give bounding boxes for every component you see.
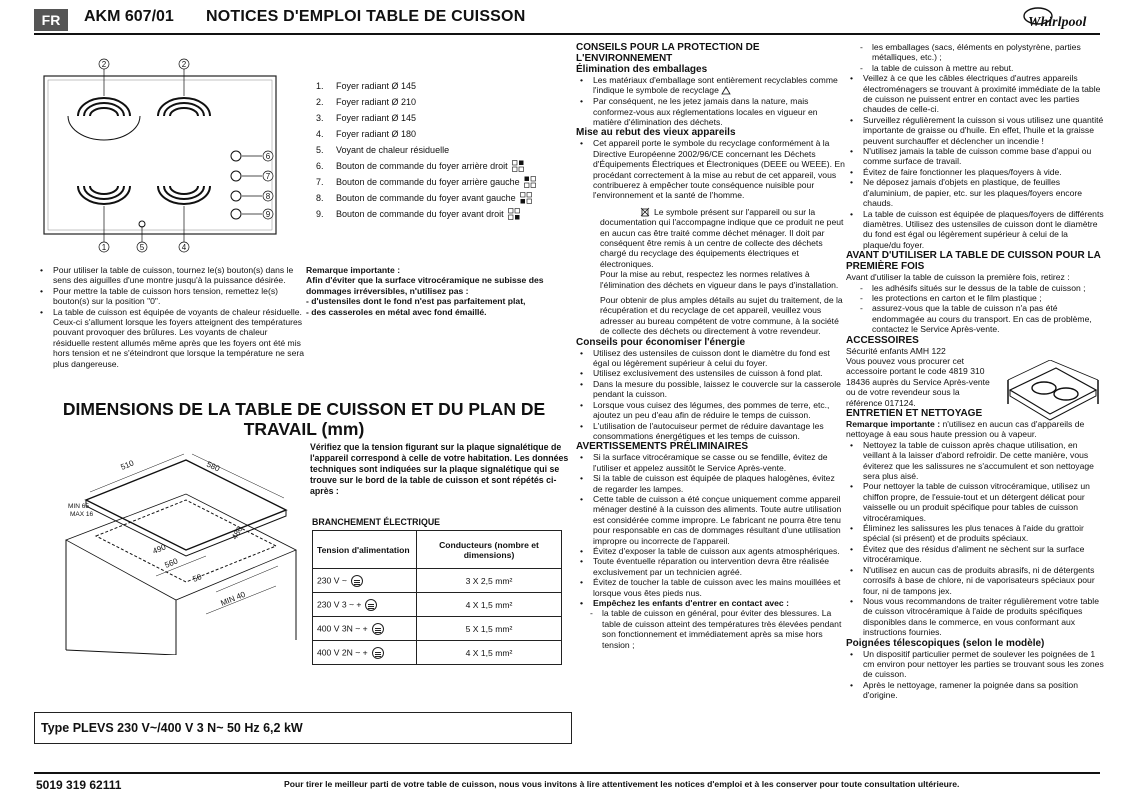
important-remark: Remarque importante : Afin d'éviter que la surface vitrocéramique ne subisse des dommages irréversibles, n'utilisez pas : - d'ustensiles dont le fond n'est pas parfaitement plat, - des casseroles en métal avec fond émaillé. (306, 265, 544, 317)
dimensions-title: DIMENSIONS DE LA TABLE DE CUISSON ET DU PLAN DE TRAVAIL (mm) (62, 399, 546, 439)
dim-min65: MIN 65 (68, 503, 89, 510)
earth-icon (372, 647, 384, 659)
list-item: • Nettoyez la table de cuisson après chaque utilisation, en veillant à la laisser d'abord refroidir. De cette manière, vous éviterez que les salissures ne s'accumulent et son nettoyage sera plus aisé. (846, 440, 1104, 482)
electrical-table (312, 530, 562, 665)
callout-6: 6 (265, 152, 271, 161)
list-item: • Évitez de toucher la table de cuisson avec les mains mouillées et lorsque vous êtes pieds nus. (576, 577, 846, 598)
legend-item: 7. Bouton de commande du foyer arrière gauche (316, 174, 571, 190)
table-row: 230 V ~ 3 X 2,5 mm² (313, 569, 562, 593)
list-item: • Veillez à ce que les câbles électriques d'autres appareils électroménagers se trouvant à proximité immédiate de la table de cuisson ne puissent entrer en contact avec les parties chaudes de celle-ci. (846, 73, 1104, 115)
dim-510: 510 (119, 458, 136, 472)
type-rating-box: Type PLEVS 230 V~/400 V 3 N~ 50 Hz 6,2 kW (34, 712, 572, 744)
list-item: - la table de cuisson à mettre au rebut. (846, 63, 1104, 73)
list-item: • La table de cuisson est équipée de plaques/foyers de différents diamètres. Utilisez des ustensiles de cuisson dont le diamètre du fond est égal ou légèrement supérieur à celui de la plaque/du foyer. (846, 209, 1104, 251)
callout-9: 9 (265, 210, 271, 219)
list-item: • Lorsque vous cuisez des légumes, des pommes de terre, etc., ajoutez un peu d'eau afin de réduire le temps de cuisson. (576, 400, 846, 421)
dimensions-drawing (56, 440, 300, 655)
callout-1: 1 (101, 243, 107, 252)
list-item: - les protections en carton et le film plastique ; (846, 293, 1104, 303)
legend-item: 2. Foyer radiant Ø 210 (316, 97, 417, 107)
callout-8: 8 (265, 192, 271, 201)
brand-logo (1020, 4, 1102, 32)
dim-max16: MAX 16 (70, 511, 94, 518)
footer-note: Pour tirer le meilleur parti de votre table de cuisson, nous vous invitons à lire attentivement les notices d'emploi et à les conserver pour toute consultation ultérieure. (284, 779, 960, 789)
old-appliance-title: Mise au rebut des vieux appareils (576, 127, 736, 139)
dim-580: 580 (205, 459, 222, 474)
packaging-title: Élimination des emballages (576, 64, 708, 75)
table-row: 230 V 3 ~ + 4 X 1,5 mm² (313, 593, 562, 617)
list-item: • Pour nettoyer la table de cuisson vitrocéramique, utilisez un chiffon propre, de l'essuie-tout et un détergent délicat pour vaisselle ou un produit spécifique pour tables de cuisson vitrocéramiques. (846, 481, 1104, 523)
callout-7: 7 (265, 172, 271, 181)
list-item: • Cette table de cuisson a été conçue uniquement comme appareil ménager destiné à la cuisson des aliments. Toute autre utilisation est considérée comme impropre. Le fabricant ne pourra être tenu pour responsable en cas de dommages résultant d'une utilisation impropre ou incorrecte de l'appareil. (576, 494, 846, 546)
legend-item: 8. Bouton de commande du foyer avant gauche (316, 190, 571, 206)
legend-item: 5. Voyant de chaleur résiduelle (316, 145, 450, 155)
document-code: 5019 319 62111 (36, 778, 122, 792)
brand-name: Whirlpool (1028, 15, 1087, 30)
list-item: • Après le nettoyage, ramener la poignée dans sa position d'origine. (846, 680, 1104, 701)
column-environment-warnings (576, 42, 846, 650)
legend-item: 6. Bouton de commande du foyer arrière droit (316, 158, 571, 174)
child-safety-accessory-drawing (1004, 360, 1100, 430)
list-item: • La table de cuisson est équipée de voyants de chaleur résiduelle. Ceux-ci s'allument lorsque les foyers atteignent des températures pouvant provoquer des brûlures. Les voyants de chaleur résiduelle restent allumés même après que les foyers ont été mis hors tension et ne s'éteindront que lorsque la température ne sera plus dangereuse. (36, 307, 304, 369)
list-item: • Pour utiliser la table de cuisson, tournez le(s) bouton(s) dans le sens des aiguilles d'une montre jusqu'à la puissance désirée. (36, 265, 304, 286)
list-item: • Éliminez les salissures les plus tenaces à l'aide du grattoir spécial (si présent) et de produits spéciaux. (846, 523, 1104, 544)
list-item: • Empêchez les enfants d'entrer en contact avec : (576, 598, 846, 608)
callout-4: 4 (181, 243, 187, 252)
hob-diagram (40, 56, 302, 256)
table-header: Tension d'alimentation Conducteurs (nombre et dimensions) (313, 531, 562, 569)
list-item: • Pour mettre la table de cuisson hors tension, remettez le(s) bouton(s) sur la position "0". (36, 286, 304, 307)
list-item: • Dans la mesure du possible, laissez le couvercle sur la casserole pendant la cuisson. (576, 379, 846, 400)
dim-480: 480 (229, 524, 245, 541)
earth-icon (365, 599, 377, 611)
list-item: • Cet appareil porte le symbole du recyclage conformément à la Directive Européenne 2002/96/CE concernant les Déchets d'Équipements Électriques et Électroniques (DEEE ou WEEE). En procédant correctement à la mise au rebut de cet appareil, vous contribuerez à empêcher toute conséquence nuisible pour l'environnement et la santé de l'homme. (576, 138, 846, 200)
dim-min40: MIN 40 (219, 589, 247, 608)
language-badge: FR (34, 9, 68, 31)
list-item: • Si la table de cuisson est équipée de plaques halogènes, évitez de regarder les lampes. (576, 473, 846, 494)
diagram-legend (316, 78, 571, 222)
footer-rule (34, 772, 1100, 774)
table-row: 400 V 2N ~ + 4 X 1,5 mm² (313, 641, 562, 665)
list-item: • Évitez d'exposer la table de cuisson aux agents atmosphériques. (576, 546, 846, 556)
dim-50: 50 (191, 572, 204, 584)
zone-front-left-icon (520, 192, 532, 204)
list-item: • Un dispositif particulier permet de soulever les poignées de 1 cm environ pour nettoyer les parties se trouvant sous les zones de cuisson. (846, 649, 1104, 680)
usage-instructions (36, 265, 304, 369)
accessories-title: ACCESSOIRES (846, 334, 919, 346)
list-item: • Si la surface vitrocéramique se casse ou se fendille, évitez de l'utiliser et appelez aussitôt le Service Après-vente. (576, 452, 846, 473)
header-rule (34, 33, 1100, 35)
list-item: - les adhésifs situés sur le dessus de la table de cuisson ; (846, 283, 1104, 293)
accessories-text: Sécurité enfants AMH 122 Vous pouvez vous procurer cet accessoire portant le code 4819 310 18436 auprès du Service Après-vente ou de votre revendeur sous la référence 017124. (846, 345, 990, 408)
recycling-icon (721, 86, 731, 96)
column-usage-maintenance: - les emballages (sacs, éléments en polystyrène, parties métalliques, etc.) ; - la table de cuisson à mettre au rebut. • Veillez à ce que les câbles électriques d'autres appareils électroménagers se trouvant à proximité immédiate de la table de cuisson ne puissent entrer en contact avec les parties chaudes de celle-ci. • Surveillez régulièrement la cuisson si vous utilisez une quantité importante de graisse ou d'huile. En effet, l'huile et la graisse peuvent surchauffer et déclencher un incendie ! • N'utilisez jamais la table de cuisson comme base d'appui ou comme surface de travail. • Évitez de faire fonctionner les plaques/foyers à vide. • Ne déposez jamais d'objets en plastique, de feuilles d'aluminium, de papier, etc. sur les plaques/foyers encore chauds. • La table de cuisson est équipée de plaques/foyers de différents diamètres. Utilisez des ustensiles de cuisson dont le diamètre du fond est égal ou légèrement supérieur à celui de la plaque/du foyer. AVANT D'UTILISER LA TABLE DE CUISSON POUR LA PREMIÈRE FOIS Avant d'utiliser la table de cuisson la première fois, retirez : - les adhésifs situés sur le dessus de la table de cuisson ; - les protections en carton et le film plastique ; - assurez-vous que la table de cuisson n'a pas été endommagée au cours du transport. En cas de problème, contactez le Service Après-vente. ACCESSOIRES Sécurité enfants AMH 122 Vous pouvez vous procurer cet accessoire portant le code 4819 310 18436 auprès du Service Après-vente ou de votre revendeur sous la référence 017124. ENTRETIEN ET NETTOYAGE Remarque importante : n'utilisez en aucun cas d'appareils de nettoyage à eau sous haute pression ou à vapeur. • Nettoyez la table de cuisson après chaque utilisation, en veillant à la laisser d'abord refroidir. De cette manière, vous éviterez que les salissures ne s'accumulent et son nettoyage sera plus aisé. • Pour nettoyer la table de cuisson vitrocéramique, utilisez un chiffon propre, de l'essuie-tout et un détergent délicat pour vaisselle ou un produit spécifique pour tables de cuisson vitrocéramiques. • Éliminez les salissures les plus tenaces à l'aide du grattoir spécial (si présent) et de produits spéciaux. • Évitez que des résidus d'aliment ne sèchent sur la surface vitrocéramique. • N'utilisez en aucun cas de produits abrasifs, ni de détergents corrosifs à base de chlore, ni de vaporisateurs spéciaux pour four, ni de tampons jex. • Nous vous recommandons de traiter régulièrement votre table de cuisson vitrocéramique à l'aide de produits spécifiques disponibles dans le commerce, en vous conformant aux instructions fournies. Poignées télescopiques (selon le modèle) • Un dispositif particulier permet de soulever les poignées de 1 cm environ pour nettoyer les parties se trouvant sous les zones de cuisson. • Après le nettoyage, ramener la poignée dans sa position d'origine. (846, 42, 1104, 701)
earth-icon (351, 575, 363, 587)
dim-490: 490 (151, 542, 168, 556)
zone-rear-right-icon (512, 160, 524, 172)
model-number: AKM 607/01 (84, 8, 174, 25)
weee-paragraph: Le symbole présent sur l'appareil ou sur la documentation qui l'accompagne indique que ce produit ne peut en aucun cas être traité comme déchet ménager. Il doit par conséquent être remis à un centre de collecte des déchets chargé du recyclage des équipements électriques et électroniques. Pour la mise au rebut, respectez les normes relatives à l'élimination des déchets en vigueur dans le pays d'installation. Pour obtenir de plus amples détails au sujet du traitement, de la récupération et du recyclage de cet appareil, veuillez vous adresser au bureau compétent de votre commune, à la société de collecte des déchets ou directement à votre revendeur. (600, 206, 844, 337)
list-item: • Toute éventuelle réparation ou intervention devra être réalisée exclusivement par un technicien agréé. (576, 556, 846, 577)
zone-front-right-icon (508, 208, 520, 220)
list-item: • Par conséquent, ne les jetez jamais dans la nature, mais conformez-vous aux réglementations locales en vigueur en matière d'élimination des déchets. (576, 96, 846, 127)
first-use-title: AVANT D'UTILISER LA TABLE DE CUISSON POUR LA PREMIÈRE FOIS (846, 250, 1101, 273)
legend-item: 3. Foyer radiant Ø 145 (316, 113, 417, 123)
list-item: • N'utilisez jamais la table de cuisson comme base d'appui ou comme surface de travail. (846, 146, 1104, 167)
list-item: • Surveillez régulièrement la cuisson si vous utilisez une quantité importante de graisse ou d'huile. En effet, l'huile et la graisse peuvent surchauffer et déclencher un incendie ! (846, 115, 1104, 146)
list-item: • Ne déposez jamais d'objets en plastique, de feuilles d'aluminium, de papier, etc. sur les plaques/foyers encore chauds. (846, 177, 1104, 208)
crossed-bin-icon (640, 207, 650, 217)
legend-item: 4. Foyer radiant Ø 180 (316, 129, 417, 139)
callout-2a: 2 (101, 60, 107, 69)
callout-5: 5 (139, 243, 145, 252)
list-item: • Nous vous recommandons de traiter régulièrement votre table de cuisson vitrocéramique à l'aide de produits spécifiques disponibles dans le commerce, en vous conformant aux instructions fournies. (846, 596, 1104, 638)
list-item: • Évitez que des résidus d'aliment ne sèchent sur la surface vitrocéramique. (846, 544, 1104, 565)
zone-rear-left-icon (524, 176, 536, 188)
maintenance-title: ENTRETIEN ET NETTOYAGE (846, 408, 983, 419)
list-item: - la table de cuisson en général, pour éviter des blessures. La table de cuisson atteint des températures très élevées pendant son fonctionnement et immédiatement après sa mise hors tension ; (576, 608, 846, 650)
energy-title: Conseils pour économiser l'énergie (576, 336, 746, 348)
legend-item: 1. Foyer radiant Ø 145 (316, 81, 417, 91)
handles-title: Poignées télescopiques (selon le modèle) (846, 637, 1045, 649)
warnings-title: AVERTISSEMENTS PRÉLIMINAIRES (576, 441, 749, 453)
list-item: • Utilisez exclusivement des ustensiles de cuisson à fond plat. (576, 368, 846, 378)
maintenance-remark: Remarque importante : n'utilisez en aucun cas d'appareils de nettoyage à eau sous haute pression ou à vapeur. (846, 419, 1085, 440)
list-item: - assurez-vous que la table de cuisson n'a pas été endommagée au cours du transport. En cas de problème, contactez le Service Après-vente. (846, 303, 1104, 334)
environment-title: CONSEILS POUR LA PROTECTION DE L'ENVIRONNEMENT (576, 42, 760, 64)
earth-icon (372, 623, 384, 635)
legend-item: 9. Bouton de commande du foyer avant droit (316, 206, 571, 222)
table-row: 400 V 3N ~ + 5 X 1,5 mm² (313, 617, 562, 641)
list-item: • N'utilisez en aucun cas de produits abrasifs, ni de détergents corrosifs à base de chlore, ni de vaporisateurs spéciaux pour four, ni de tampons jex. (846, 565, 1104, 596)
list-item: • Évitez de faire fonctionner les plaques/foyers à vide. (846, 167, 1104, 177)
list-item: • Utilisez des ustensiles de cuisson dont le diamètre du fond est égal ou légèrement supérieur à celui du foyer. (576, 348, 846, 369)
voltage-verification: Vérifiez que la tension figurant sur la plaque signalétique de l'appareil correspond à celle de votre habitation. Les données techniques sont indiquées sur la plaque signalétique qui se trouve sur le bord de la table de cuisson et sont répétés ci-après : (310, 442, 569, 496)
callout-2b: 2 (181, 60, 187, 69)
document-title: NOTICES D'EMPLOI TABLE DE CUISSON (206, 8, 526, 25)
list-item: • Les matériaux d'emballage sont entièrement recyclables comme l'indique le symbole de recyclage (576, 75, 846, 96)
list-item: • L'utilisation de l'autocuiseur permet de réduire davantage les consommations énergétiques et les temps de cuisson. (576, 421, 846, 442)
dim-560: 560 (163, 556, 180, 570)
electrical-connection-title: BRANCHEMENT ÉLECTRIQUE (312, 517, 441, 527)
list-item: - les emballages (sacs, éléments en polystyrène, parties métalliques, etc.) ; (846, 42, 1104, 63)
